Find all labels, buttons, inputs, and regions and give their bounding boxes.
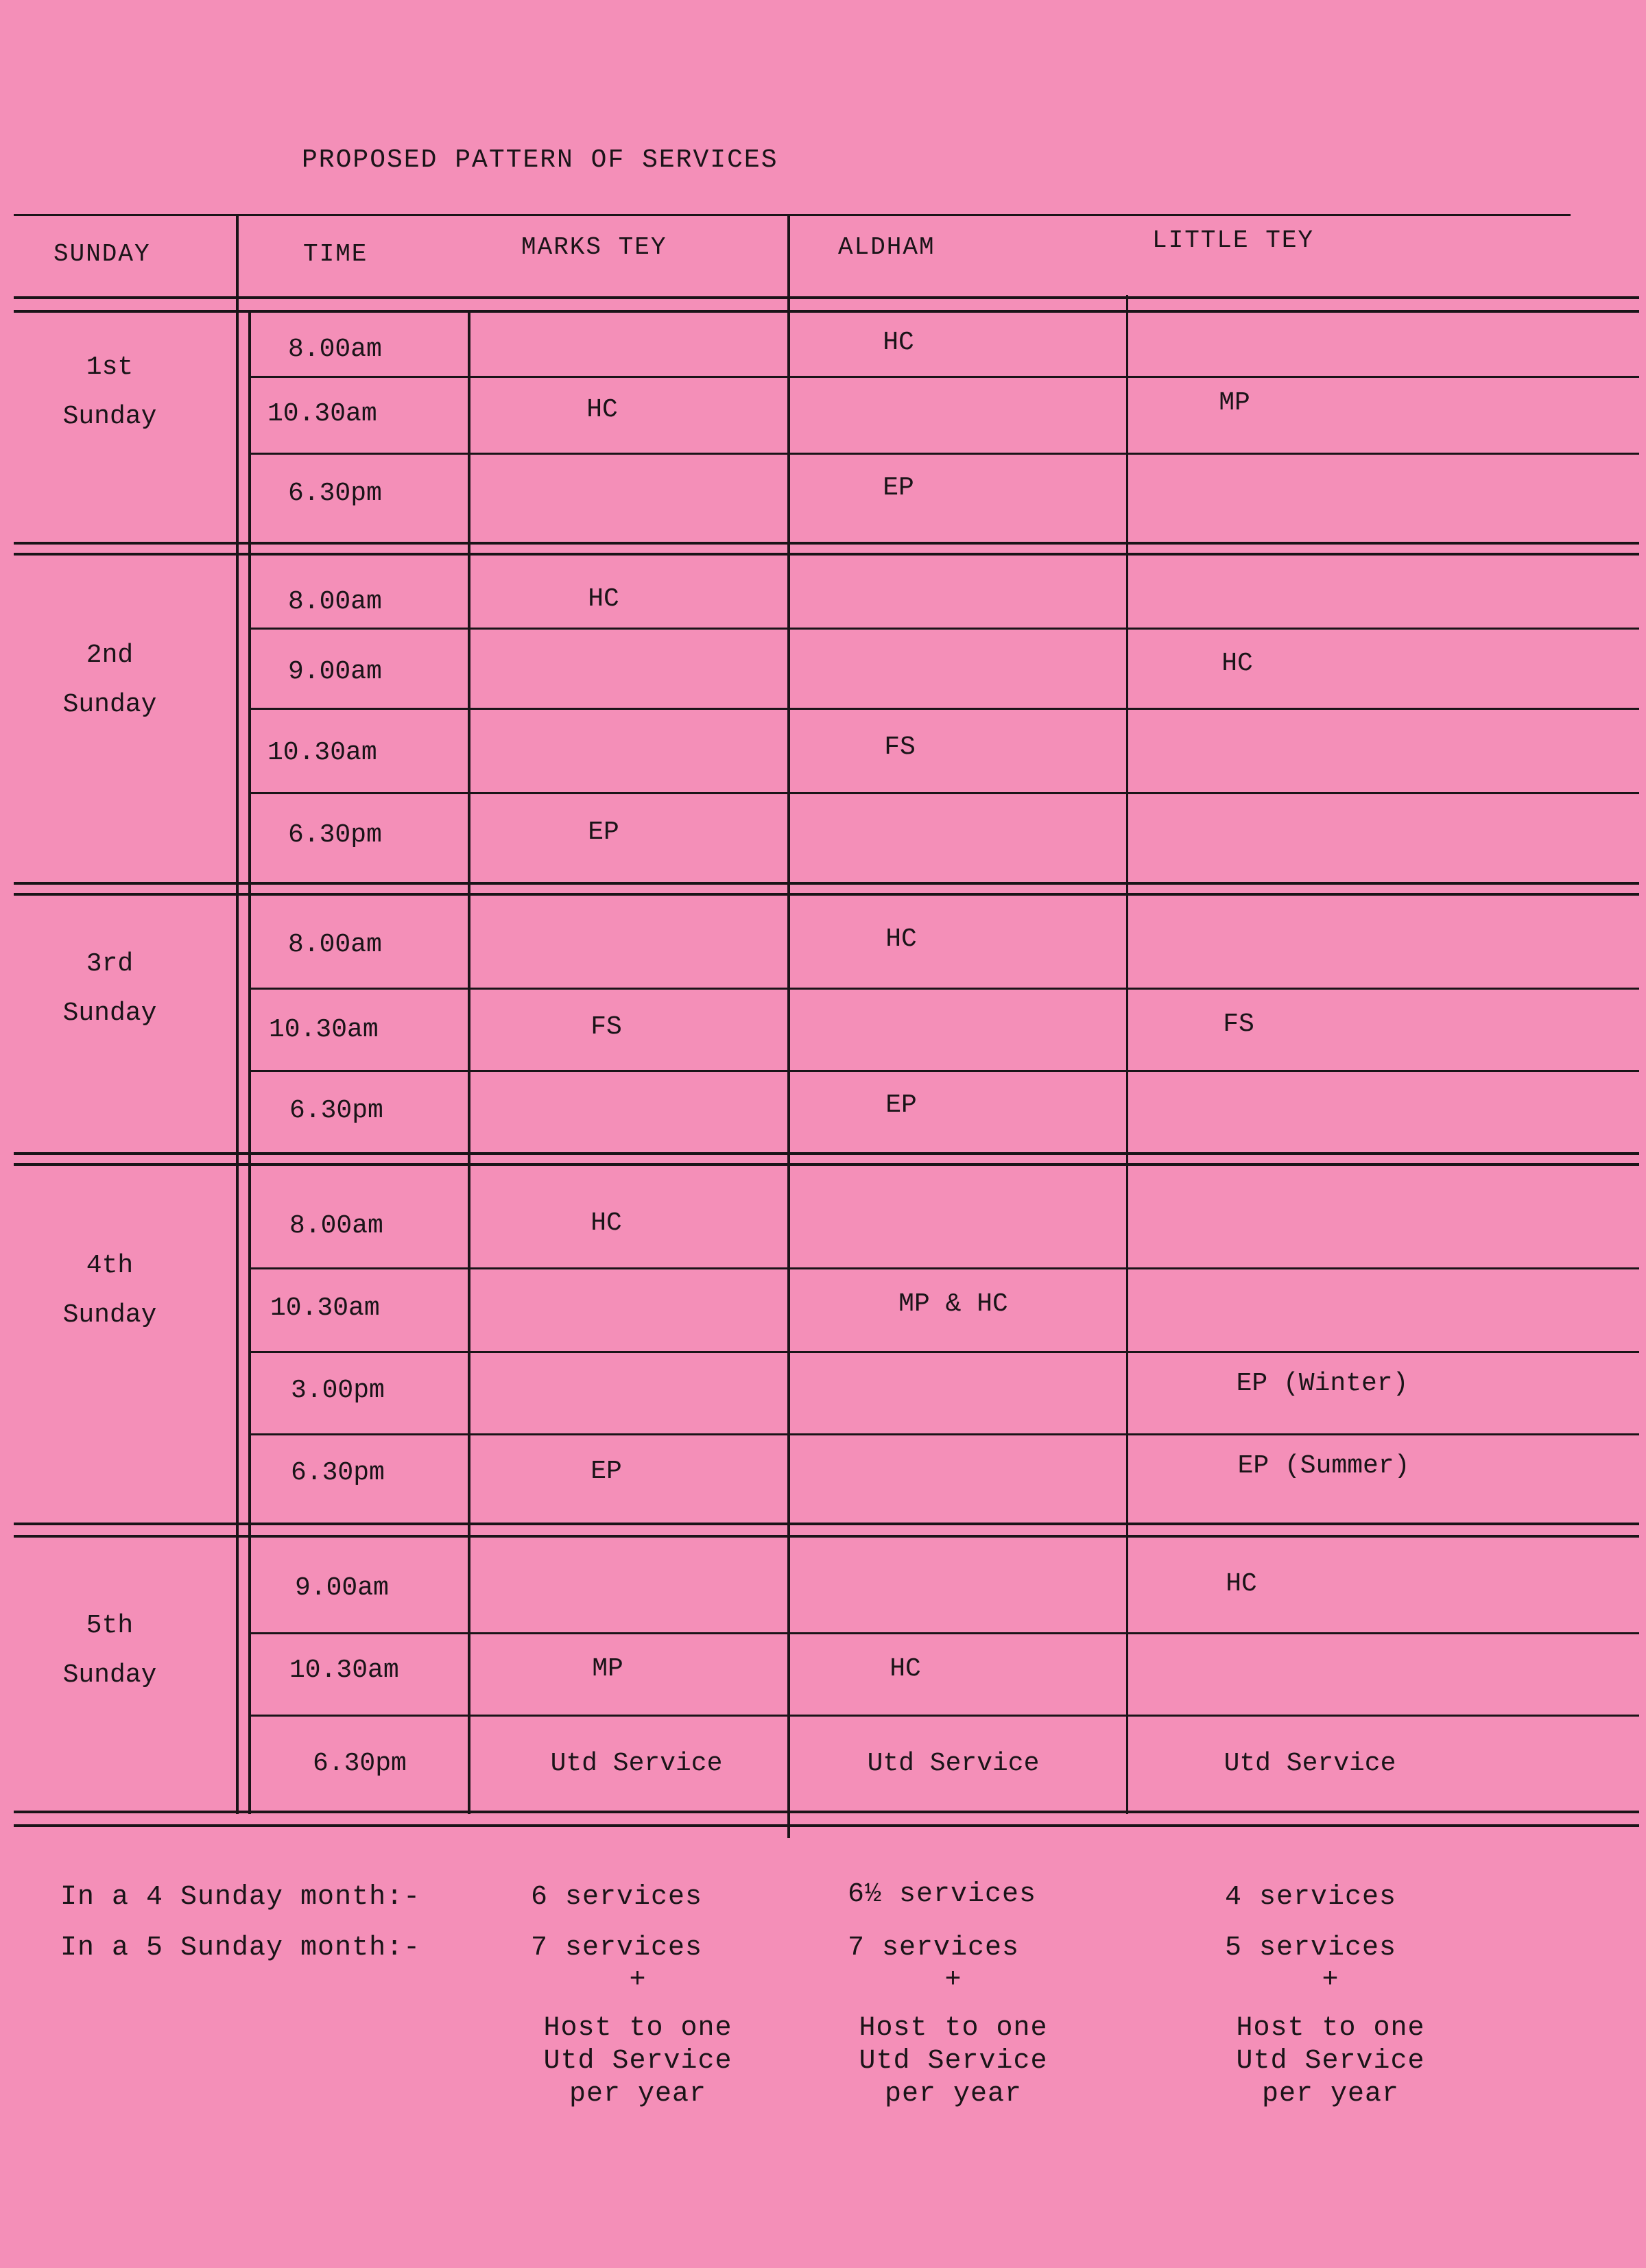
group-sep-1a <box>14 542 1639 545</box>
cell-time: 6.30pm <box>289 1096 383 1125</box>
col-divider-time <box>468 312 470 1814</box>
group-sunday-word: Sunday <box>62 999 157 1028</box>
group-ordinal: 3rd <box>86 949 134 979</box>
group-ordinal: 4th <box>86 1251 134 1280</box>
cell-time: 6.30pm <box>291 1458 385 1488</box>
cell-time: 8.00am <box>289 1211 383 1241</box>
summary-aldham-four: 6½ services <box>848 1879 1037 1910</box>
cell-time: 9.00am <box>295 1573 389 1603</box>
summary-marks-tey-four: 6 services <box>531 1882 703 1913</box>
group-sep-2b <box>14 893 1639 896</box>
group-sep-4a <box>14 1523 1639 1525</box>
header-aldham: ALDHAM <box>838 233 935 261</box>
summary-aldham-five: 7 services <box>848 1933 1020 1963</box>
cell-little-tey: MP <box>1219 388 1250 418</box>
cell-aldham: EP <box>883 473 914 503</box>
summary-little-tey-host <box>1236 1964 1424 2111</box>
cell-aldham: MP & HC <box>898 1289 1008 1319</box>
group-sep-4b <box>14 1535 1639 1538</box>
header-marks-tey: MARKS TEY <box>521 233 667 261</box>
cell-aldham: HC <box>890 1654 921 1684</box>
table-bottom-2 <box>14 1824 1639 1827</box>
row-sep <box>248 1267 1639 1269</box>
group-ordinal: 2nd <box>86 641 134 670</box>
host-line: per year <box>884 2079 1023 2110</box>
cell-little-tey: HC <box>1221 649 1253 678</box>
col-divider-sunday-b <box>248 312 251 1814</box>
cell-marks-tey: HC <box>586 395 618 425</box>
cell-little-tey: Utd Service <box>1224 1749 1396 1778</box>
cell-time: 10.30am <box>267 738 377 767</box>
cell-marks-tey: MP <box>592 1654 623 1684</box>
row-sep <box>248 376 1639 378</box>
group-sunday-word: Sunday <box>62 690 157 719</box>
host-line: per year <box>569 2079 707 2110</box>
cell-aldham: EP <box>885 1090 917 1120</box>
group-ordinal: 1st <box>86 353 134 382</box>
header-sunday: SUNDAY <box>53 240 151 268</box>
row-sep <box>248 1715 1639 1717</box>
summary-five-label: In a 5 Sunday month:- <box>60 1933 421 1963</box>
cell-little-tey: HC <box>1226 1569 1257 1599</box>
row-sep <box>248 1632 1639 1634</box>
group-label-1st <box>7 343 213 442</box>
row-sep <box>248 1433 1639 1435</box>
cell-time: 8.00am <box>288 930 382 959</box>
plus-sign: + <box>629 1965 647 1996</box>
cell-time: 10.30am <box>267 399 377 429</box>
row-sep <box>248 792 1639 794</box>
row-sep <box>248 988 1639 990</box>
group-label-5th <box>7 1601 213 1700</box>
col-divider-sunday-a <box>236 216 239 1814</box>
cell-time: 8.00am <box>288 587 382 617</box>
cell-marks-tey: HC <box>591 1208 622 1238</box>
cell-little-tey: EP (Winter) <box>1236 1369 1409 1398</box>
group-ordinal: 5th <box>86 1611 134 1640</box>
cell-time: 9.00am <box>288 657 382 687</box>
row-sep <box>248 1351 1639 1353</box>
summary-little-tey-five: 5 services <box>1225 1933 1397 1963</box>
summary-marks-tey-host <box>543 1964 732 2111</box>
header-bottom-rule-1 <box>14 296 1639 299</box>
cell-time: 10.30am <box>289 1656 399 1685</box>
summary-little-tey-four: 4 services <box>1225 1882 1397 1913</box>
cell-marks-tey: HC <box>588 584 619 614</box>
group-sunday-word: Sunday <box>62 402 157 431</box>
group-sep-3a <box>14 1152 1639 1155</box>
row-sep <box>248 628 1639 630</box>
table-bottom-1 <box>14 1811 1639 1813</box>
header-top-rule <box>14 214 1571 216</box>
group-label-3rd <box>7 940 213 1038</box>
summary-four-label: In a 4 Sunday month:- <box>60 1882 421 1913</box>
cell-aldham: HC <box>885 924 917 954</box>
row-sep <box>248 453 1639 455</box>
cell-time: 6.30pm <box>288 479 382 508</box>
host-line: Utd Service <box>1236 2046 1425 2077</box>
host-line: Host to one <box>543 2013 732 2044</box>
plus-sign: + <box>1322 1965 1339 1996</box>
row-sep <box>248 708 1639 710</box>
group-label-2nd <box>7 631 213 730</box>
cell-time: 6.30pm <box>313 1749 407 1778</box>
group-sep-2a <box>14 882 1639 885</box>
group-label-4th <box>7 1241 213 1340</box>
cell-little-tey: EP (Summer) <box>1237 1451 1410 1481</box>
header-time: TIME <box>303 240 368 268</box>
cell-aldham: FS <box>884 732 916 762</box>
cell-marks-tey: EP <box>591 1457 622 1486</box>
cell-time: 8.00am <box>288 335 382 364</box>
cell-aldham: Utd Service <box>867 1749 1040 1778</box>
summary-aldham-host <box>859 1964 1047 2111</box>
header-bottom-rule-2 <box>14 310 1639 313</box>
cell-marks-tey: EP <box>588 817 619 847</box>
group-sunday-word: Sunday <box>62 1300 157 1330</box>
cell-time: 10.30am <box>270 1293 380 1323</box>
host-line: per year <box>1261 2079 1400 2110</box>
group-sep-3b <box>14 1163 1639 1166</box>
header-little-tey: LITTLE TEY <box>1152 226 1315 254</box>
host-line: Utd Service <box>859 2046 1048 2077</box>
host-line: Host to one <box>859 2013 1048 2044</box>
summary-marks-tey-five: 7 services <box>531 1933 703 1963</box>
cell-marks-tey: Utd Service <box>550 1749 723 1778</box>
row-sep <box>248 1070 1639 1072</box>
cell-time: 10.30am <box>269 1015 379 1045</box>
cell-aldham: HC <box>883 328 914 357</box>
cell-time: 6.30pm <box>288 820 382 850</box>
col-divider-marks-tey <box>787 216 790 1838</box>
page-title: PROPOSED PATTERN OF SERVICES <box>302 145 778 175</box>
cell-little-tey: FS <box>1223 1010 1254 1039</box>
host-line: Utd Service <box>543 2046 732 2077</box>
cell-time: 3.00pm <box>291 1376 385 1405</box>
host-line: Host to one <box>1236 2013 1425 2044</box>
col-divider-aldham <box>1126 295 1128 1814</box>
group-sunday-word: Sunday <box>62 1660 157 1690</box>
group-sep-1b <box>14 553 1639 556</box>
plus-sign: + <box>944 1965 962 1996</box>
cell-marks-tey: FS <box>591 1012 622 1042</box>
